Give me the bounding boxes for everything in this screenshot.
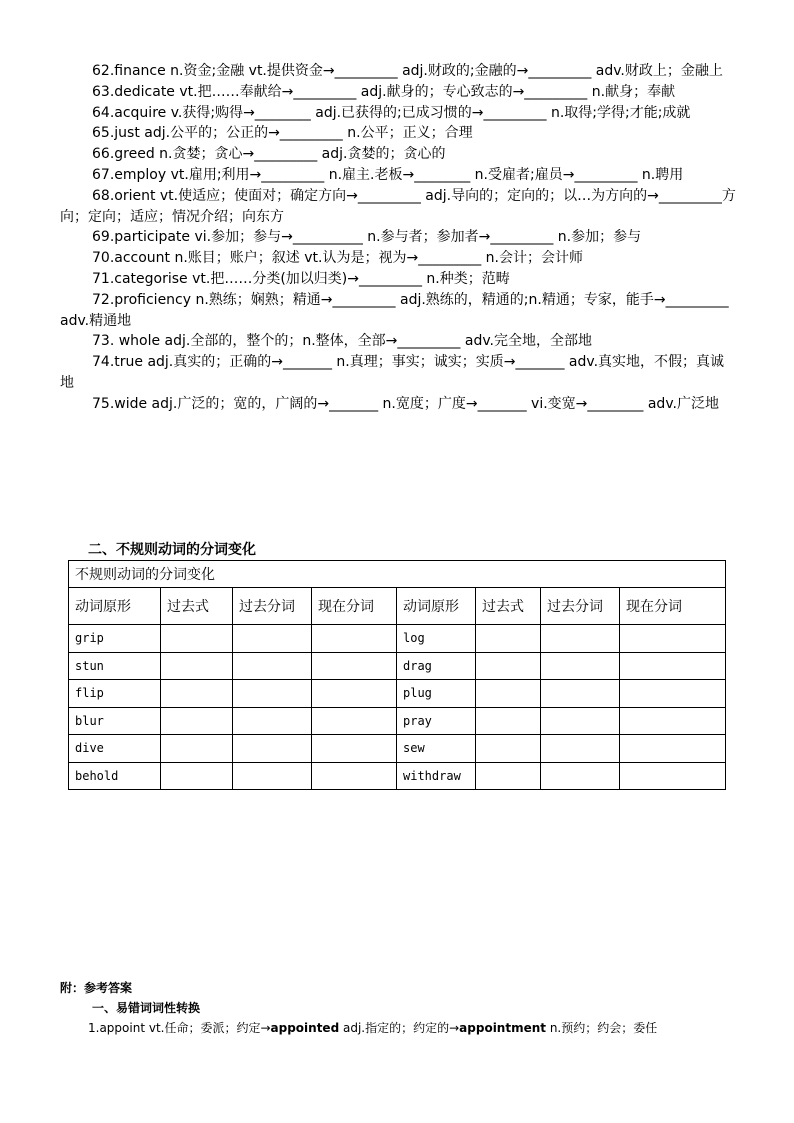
answer-cell[interactable] bbox=[476, 625, 541, 653]
header-cell: 动词原形 bbox=[69, 588, 161, 625]
header-cell: 过去式 bbox=[476, 588, 541, 625]
table-row bbox=[69, 652, 726, 680]
answer-cell[interactable] bbox=[620, 762, 726, 790]
answer-appendix bbox=[60, 978, 740, 1039]
section-heading: 二、不规则动词的分词变化 bbox=[88, 542, 256, 558]
answer-text: adj.指定的；约定的→ bbox=[339, 1021, 460, 1035]
verb-cell: blur bbox=[69, 707, 161, 735]
vocab-item: 75.wide adj.广泛的；宽的，广阔的→_______ n.宽度；广度→_______ vi.变宽→________ adv.广泛地 bbox=[92, 395, 719, 412]
answer-cell[interactable] bbox=[312, 652, 397, 680]
answer-line bbox=[60, 1018, 740, 1039]
answer-text: n.预约；约会；委任 bbox=[546, 1021, 658, 1035]
verb-cell: sew bbox=[397, 735, 476, 763]
answer-cell[interactable] bbox=[161, 735, 233, 763]
answer-cell[interactable] bbox=[476, 707, 541, 735]
answer-text: 1.appoint vt.任命；委派；约定→ bbox=[88, 1021, 271, 1035]
table-header-row bbox=[69, 588, 726, 625]
vocab-item: 66.greed n.贪婪；贪心→_________ adj.贪婪的；贪心的 bbox=[92, 146, 446, 163]
vocabulary-list bbox=[60, 61, 736, 415]
appendix-subtitle: 一、易错词词性转换 bbox=[92, 1001, 201, 1015]
answer-cell[interactable] bbox=[541, 707, 620, 735]
answer-cell[interactable] bbox=[233, 652, 312, 680]
verb-cell: plug bbox=[397, 680, 476, 708]
answer-cell[interactable] bbox=[233, 625, 312, 653]
answer-word: appointment bbox=[459, 1021, 547, 1035]
verb-cell: log bbox=[397, 625, 476, 653]
answer-cell[interactable] bbox=[312, 735, 397, 763]
answer-cell[interactable] bbox=[233, 707, 312, 735]
answer-cell[interactable] bbox=[620, 625, 726, 653]
vocab-item: 65.just adj.公平的；公正的→_________ n.公平；正义；合理 bbox=[92, 125, 473, 142]
vocab-item: 62.finance n.资金;金融 vt.提供资金→_________ adj.财政的;金融的→_________ adv.财政上；金融上 bbox=[92, 63, 723, 79]
verb-cell: behold bbox=[69, 762, 161, 790]
verb-forms-table bbox=[68, 560, 726, 790]
answer-cell[interactable] bbox=[620, 652, 726, 680]
answer-cell[interactable] bbox=[161, 625, 233, 653]
appendix-title: 附：参考答案 bbox=[60, 981, 133, 995]
answer-cell[interactable] bbox=[161, 652, 233, 680]
table-row bbox=[69, 680, 726, 708]
header-cell: 现在分词 bbox=[312, 588, 397, 625]
table-row bbox=[69, 707, 726, 735]
answer-cell[interactable] bbox=[312, 680, 397, 708]
verb-cell: stun bbox=[69, 652, 161, 680]
vocab-item: 71.categorise vt.把……分类(加以归类)→_________ n.种类；范畴 bbox=[92, 270, 510, 287]
answer-cell[interactable] bbox=[541, 625, 620, 653]
answer-cell[interactable] bbox=[620, 680, 726, 708]
vocab-item: 74.true adj.真实的；正确的→_______ n.真理；事实；诚实；实质→_______ adv.真实地，不假；真诚地 bbox=[60, 354, 725, 391]
table-row bbox=[69, 625, 726, 653]
answer-cell[interactable] bbox=[541, 680, 620, 708]
verb-cell: dive bbox=[69, 735, 161, 763]
answer-cell[interactable] bbox=[312, 707, 397, 735]
vocab-item: 73. whole adj.全部的，整个的；n.整体，全部→_________ adv.完全地，全部地 bbox=[92, 333, 592, 350]
vocab-item: 67.employ vt.雇用;利用→_________ n.雇主.老板→________ n.受雇者;雇员→_________ n.聘用 bbox=[92, 166, 684, 183]
answer-cell[interactable] bbox=[312, 625, 397, 653]
vocab-item: 69.participate vi.参加；参与→__________ n.参与者；参加者→_________ n.参加；参与 bbox=[92, 229, 642, 246]
answer-cell[interactable] bbox=[161, 680, 233, 708]
vocab-item: 70.account n.账目；账户；叙述 vt.认为是；视为→_________ n.会计；会计师 bbox=[92, 250, 583, 267]
table-row bbox=[69, 762, 726, 790]
answer-cell[interactable] bbox=[233, 680, 312, 708]
verb-cell: grip bbox=[69, 625, 161, 653]
header-cell: 过去式 bbox=[161, 588, 233, 625]
answer-cell[interactable] bbox=[312, 762, 397, 790]
verb-cell: drag bbox=[397, 652, 476, 680]
answer-cell[interactable] bbox=[476, 762, 541, 790]
answer-cell[interactable] bbox=[476, 652, 541, 680]
answer-cell[interactable] bbox=[161, 707, 233, 735]
table-caption: 不规则动词的分词变化 bbox=[69, 561, 726, 588]
answer-cell[interactable] bbox=[233, 735, 312, 763]
verb-cell: pray bbox=[397, 707, 476, 735]
header-cell: 过去分词 bbox=[541, 588, 620, 625]
answer-cell[interactable] bbox=[541, 735, 620, 763]
vocab-item: 64.acquire v.获得;购得→________ adj.已获得的;已成习惯的→_________ n.取得;学得;才能;成就 bbox=[92, 104, 691, 121]
answer-cell[interactable] bbox=[620, 707, 726, 735]
vocab-item: 63.dedicate vt.把……奉献给→_________ adj.献身的；专心致志的→_________ n.献身；奉献 bbox=[92, 83, 676, 100]
answer-cell[interactable] bbox=[161, 762, 233, 790]
answer-word: appointed bbox=[270, 1021, 340, 1035]
answer-cell[interactable] bbox=[620, 735, 726, 763]
answer-cell[interactable] bbox=[233, 762, 312, 790]
answer-cell[interactable] bbox=[541, 762, 620, 790]
verb-cell: withdraw bbox=[397, 762, 476, 790]
answer-cell[interactable] bbox=[541, 652, 620, 680]
vocab-item: 72.proficiency n.熟练；娴熟；精通→_________ adj.熟练的，精通的;n.精通；专家，能手→_________ adv.精通地 bbox=[60, 291, 729, 329]
table-row bbox=[69, 735, 726, 763]
answer-cell[interactable] bbox=[476, 735, 541, 763]
header-cell: 现在分词 bbox=[620, 588, 726, 625]
header-cell: 动词原形 bbox=[397, 588, 476, 625]
answer-cell[interactable] bbox=[476, 680, 541, 708]
header-cell: 过去分词 bbox=[233, 588, 312, 625]
verb-cell: flip bbox=[69, 680, 161, 708]
vocab-item: 68.orient vt.使适应；使面对；确定方向→_________ adj.导向的；定向的；以…为方向的→_________方向；定向；适应；情况介绍；向东方 bbox=[60, 187, 736, 225]
